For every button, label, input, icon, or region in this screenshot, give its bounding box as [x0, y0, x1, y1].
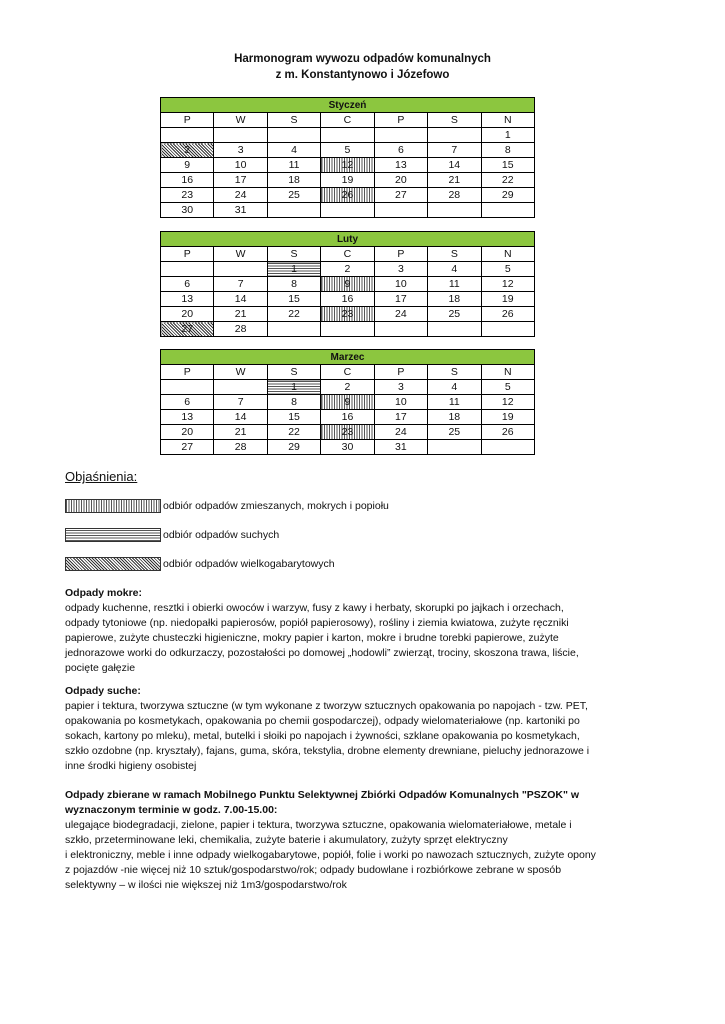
day-cell: 23 [161, 188, 214, 203]
day-cell: 14 [428, 158, 481, 173]
day-cell: 26 [481, 307, 534, 322]
weekday-header: W [214, 113, 267, 128]
empty-day-cell [481, 203, 534, 218]
day-cell: 24 [374, 425, 427, 440]
dry-waste-line: opakowania po kosmetykach, opakowania po chemii gospodarczej), odpady wielomateriałowe (np. kartoniki po [65, 715, 580, 727]
empty-day-cell [214, 380, 267, 395]
day-cell: 25 [267, 188, 320, 203]
day-cell: 5 [321, 143, 374, 158]
day-cell: 11 [428, 395, 481, 410]
day-cell: 26 [481, 425, 534, 440]
empty-day-cell [321, 203, 374, 218]
weekday-header: S [267, 247, 320, 262]
weekday-header: P [161, 113, 214, 128]
day-cell-dry: 1 [267, 262, 320, 277]
day-cell: 7 [214, 277, 267, 292]
legend-dry-swatch [65, 528, 161, 542]
day-cell: 15 [481, 158, 534, 173]
pszok-section [65, 788, 625, 893]
empty-day-cell [374, 322, 427, 337]
day-cell-mixed: 9 [321, 277, 374, 292]
day-cell: 12 [481, 395, 534, 410]
day-cell: 2 [321, 380, 374, 395]
pszok-line: selektywny – w ilości nie większej niż 1m3/gospodarstwo/rok [65, 879, 347, 891]
empty-day-cell [321, 322, 374, 337]
week-row [161, 322, 535, 337]
day-cell: 10 [374, 277, 427, 292]
week-row [161, 158, 535, 173]
dry-waste-heading: Odpady suche: [65, 685, 141, 697]
legend-mixed-label: odbiór odpadów zmieszanych, mokrych i popiołu [163, 500, 389, 512]
day-cell-mixed: 26 [321, 188, 374, 203]
day-cell: 30 [161, 203, 214, 218]
legend-mixed-swatch [65, 499, 161, 513]
pszok-heading: wyznaczonym terminie w godz. 7.00-15.00: [65, 804, 278, 816]
week-row [161, 143, 535, 158]
day-cell: 2 [321, 262, 374, 277]
day-cell: 17 [374, 410, 427, 425]
week-row [161, 440, 535, 455]
day-cell: 11 [428, 277, 481, 292]
pszok-line: szkło, przeterminowane leki, chemikalia, zużyte baterie i akumulatory, zużyty sprzęt elektryczny [65, 834, 508, 846]
day-cell-bulky: 27 [161, 322, 214, 337]
day-cell: 10 [374, 395, 427, 410]
day-cell: 19 [481, 292, 534, 307]
page-title-line1: Harmonogram wywozu odpadów komunalnych [234, 53, 491, 65]
day-cell: 17 [374, 292, 427, 307]
wet-waste-line: pocięte gałęzie [65, 662, 136, 674]
calendar-march [160, 349, 535, 455]
day-cell: 11 [267, 158, 320, 173]
weekday-header: N [481, 365, 534, 380]
day-cell: 13 [374, 158, 427, 173]
day-cell: 8 [267, 277, 320, 292]
wet-waste-section [65, 586, 625, 676]
day-cell: 6 [161, 395, 214, 410]
day-cell: 5 [481, 262, 534, 277]
pszok-line: ulegające biodegradacji, zielone, papier i tektura, tworzywa sztuczne, opakowania wielomateriałowe, metale i [65, 819, 572, 831]
day-cell: 14 [214, 410, 267, 425]
empty-day-cell [321, 128, 374, 143]
day-cell: 18 [267, 173, 320, 188]
empty-day-cell [428, 440, 481, 455]
day-cell-mixed: 23 [321, 425, 374, 440]
dry-waste-line: szkło ozdobne (np. kryształy), fajans, guma, skóra, tekstylia, drobne elementy drewniane, pieluchy jednorazowe i [65, 745, 590, 757]
weekday-header: S [428, 247, 481, 262]
day-cell: 31 [214, 203, 267, 218]
day-cell: 4 [267, 143, 320, 158]
day-cell: 20 [161, 425, 214, 440]
week-row [161, 262, 535, 277]
wet-waste-line: odpady tytoniowe (np. niedopałki papierosów, popiół papierosowy), rośliny i ziemia kwiatowa, zużyte ręczniki [65, 617, 569, 629]
day-cell: 16 [321, 292, 374, 307]
day-cell: 21 [214, 425, 267, 440]
day-cell: 21 [428, 173, 481, 188]
day-cell: 28 [214, 322, 267, 337]
empty-day-cell [161, 262, 214, 277]
day-cell: 16 [161, 173, 214, 188]
day-cell: 16 [321, 410, 374, 425]
month-name: Marzec [161, 350, 535, 365]
dry-waste-line: papier i tektura, tworzywa sztuczne (w tym wykonane z tworzyw sztucznych opakowania po napojach - tzw. PET, [65, 700, 588, 712]
day-cell: 3 [374, 380, 427, 395]
weekday-header: W [214, 365, 267, 380]
day-cell: 3 [214, 143, 267, 158]
weekday-header: P [374, 365, 427, 380]
empty-day-cell [214, 262, 267, 277]
day-cell: 28 [428, 188, 481, 203]
day-cell: 22 [481, 173, 534, 188]
week-row [161, 128, 535, 143]
day-cell: 1 [481, 128, 534, 143]
wet-waste-heading: Odpady mokre: [65, 587, 143, 599]
day-cell: 20 [374, 173, 427, 188]
wet-waste-line: odpady kuchenne, resztki i obierki owoców i warzyw, fusy z kawy i herbaty, skorupki po jajkach i orzechach, [65, 602, 564, 614]
day-cell: 22 [267, 307, 320, 322]
pszok-line: z pojazdów -nie więcej niż 10 sztuk/gospodarstwo/rok; odpady budowlane i rozbiórkowe zebrane w sposób [65, 864, 562, 876]
day-cell: 27 [161, 440, 214, 455]
day-cell: 14 [214, 292, 267, 307]
weekday-header: P [161, 365, 214, 380]
weekday-header: P [161, 247, 214, 262]
day-cell: 29 [267, 440, 320, 455]
legend-dry [65, 528, 279, 542]
week-row [161, 173, 535, 188]
day-cell: 8 [481, 143, 534, 158]
day-cell: 12 [481, 277, 534, 292]
day-cell: 5 [481, 380, 534, 395]
day-cell: 29 [481, 188, 534, 203]
weekday-header: P [374, 247, 427, 262]
day-cell: 22 [267, 425, 320, 440]
week-row [161, 203, 535, 218]
day-cell: 21 [214, 307, 267, 322]
dry-waste-line: inne środki higieny osobistej [65, 760, 197, 772]
empty-day-cell [374, 203, 427, 218]
day-cell: 10 [214, 158, 267, 173]
empty-day-cell [161, 128, 214, 143]
dry-waste-line: sokach, kartony po mleku), metal, butelki i słoiki po napojach i żywności, szklane opakowania po kosmetykach, [65, 730, 580, 742]
day-cell: 18 [428, 410, 481, 425]
day-cell: 15 [267, 292, 320, 307]
day-cell-bulky: 2 [161, 143, 214, 158]
day-cell: 19 [321, 173, 374, 188]
day-cell: 13 [161, 410, 214, 425]
week-row [161, 292, 535, 307]
weekday-header: W [214, 247, 267, 262]
day-cell: 27 [374, 188, 427, 203]
weekday-header: N [481, 113, 534, 128]
day-cell: 20 [161, 307, 214, 322]
day-cell-mixed: 12 [321, 158, 374, 173]
day-cell: 19 [481, 410, 534, 425]
legend-title: Objaśnienia: [65, 469, 138, 484]
day-cell-mixed: 23 [321, 307, 374, 322]
legend-bulky-label: odbiór odpadów wielkogabarytowych [163, 558, 335, 570]
day-cell: 8 [267, 395, 320, 410]
week-row [161, 380, 535, 395]
empty-day-cell [428, 203, 481, 218]
wet-waste-line: papierowe, zużyte chusteczki higieniczne, mokry papier i karton, mokre i brudne torebki papierowe, zużyte [65, 632, 559, 644]
empty-day-cell [267, 128, 320, 143]
day-cell: 24 [374, 307, 427, 322]
empty-day-cell [267, 322, 320, 337]
calendar-february [160, 231, 535, 337]
legend-bulky-swatch [65, 557, 161, 571]
day-cell: 25 [428, 425, 481, 440]
week-row [161, 277, 535, 292]
weekday-header: C [321, 365, 374, 380]
pszok-line: i elektroniczny, meble i inne odpady wielkogabarytowe, popiół, folie i worki po nawozach sztucznych, zużyte opony [65, 849, 596, 861]
empty-day-cell [374, 128, 427, 143]
week-row [161, 395, 535, 410]
day-cell: 6 [161, 277, 214, 292]
month-name: Styczeń [161, 98, 535, 113]
day-cell: 4 [428, 380, 481, 395]
day-cell: 25 [428, 307, 481, 322]
empty-day-cell [428, 128, 481, 143]
day-cell: 31 [374, 440, 427, 455]
week-row [161, 410, 535, 425]
wet-waste-line: jednorazowe worki do odkurzaczy, pozostałości po domowej „hodowli” zwierząt, trociny, skoszona trawa, liście, [65, 647, 579, 659]
empty-day-cell [161, 380, 214, 395]
weekday-header: S [428, 113, 481, 128]
legend-bulky [65, 557, 335, 571]
day-cell: 28 [214, 440, 267, 455]
weekday-header: S [267, 113, 320, 128]
weekday-header: C [321, 247, 374, 262]
legend-dry-label: odbiór odpadów suchych [163, 529, 280, 541]
empty-day-cell [267, 203, 320, 218]
weekday-header: P [374, 113, 427, 128]
day-cell: 13 [161, 292, 214, 307]
dry-waste-section [65, 684, 625, 774]
day-cell-mixed: 9 [321, 395, 374, 410]
legend-mixed [65, 499, 389, 513]
pszok-heading: Odpady zbierane w ramach Mobilnego Punktu Selektywnej Zbiórki Odpadów Komunalnych "PSZOK" w [65, 789, 580, 801]
day-cell: 7 [214, 395, 267, 410]
week-row [161, 425, 535, 440]
empty-day-cell [481, 440, 534, 455]
day-cell-dry: 1 [267, 380, 320, 395]
week-row [161, 188, 535, 203]
weekday-header: S [428, 365, 481, 380]
day-cell: 30 [321, 440, 374, 455]
weekday-header: C [321, 113, 374, 128]
empty-day-cell [481, 322, 534, 337]
day-cell: 4 [428, 262, 481, 277]
day-cell: 7 [428, 143, 481, 158]
day-cell: 18 [428, 292, 481, 307]
weekday-header: N [481, 247, 534, 262]
calendar-january [160, 97, 535, 218]
day-cell: 24 [214, 188, 267, 203]
day-cell: 9 [161, 158, 214, 173]
empty-day-cell [428, 322, 481, 337]
day-cell: 15 [267, 410, 320, 425]
week-row [161, 307, 535, 322]
month-name: Luty [161, 232, 535, 247]
page-title-line2: z m. Konstantynowo i Józefowo [275, 69, 450, 81]
empty-day-cell [214, 128, 267, 143]
day-cell: 17 [214, 173, 267, 188]
weekday-header: S [267, 365, 320, 380]
day-cell: 6 [374, 143, 427, 158]
day-cell: 3 [374, 262, 427, 277]
